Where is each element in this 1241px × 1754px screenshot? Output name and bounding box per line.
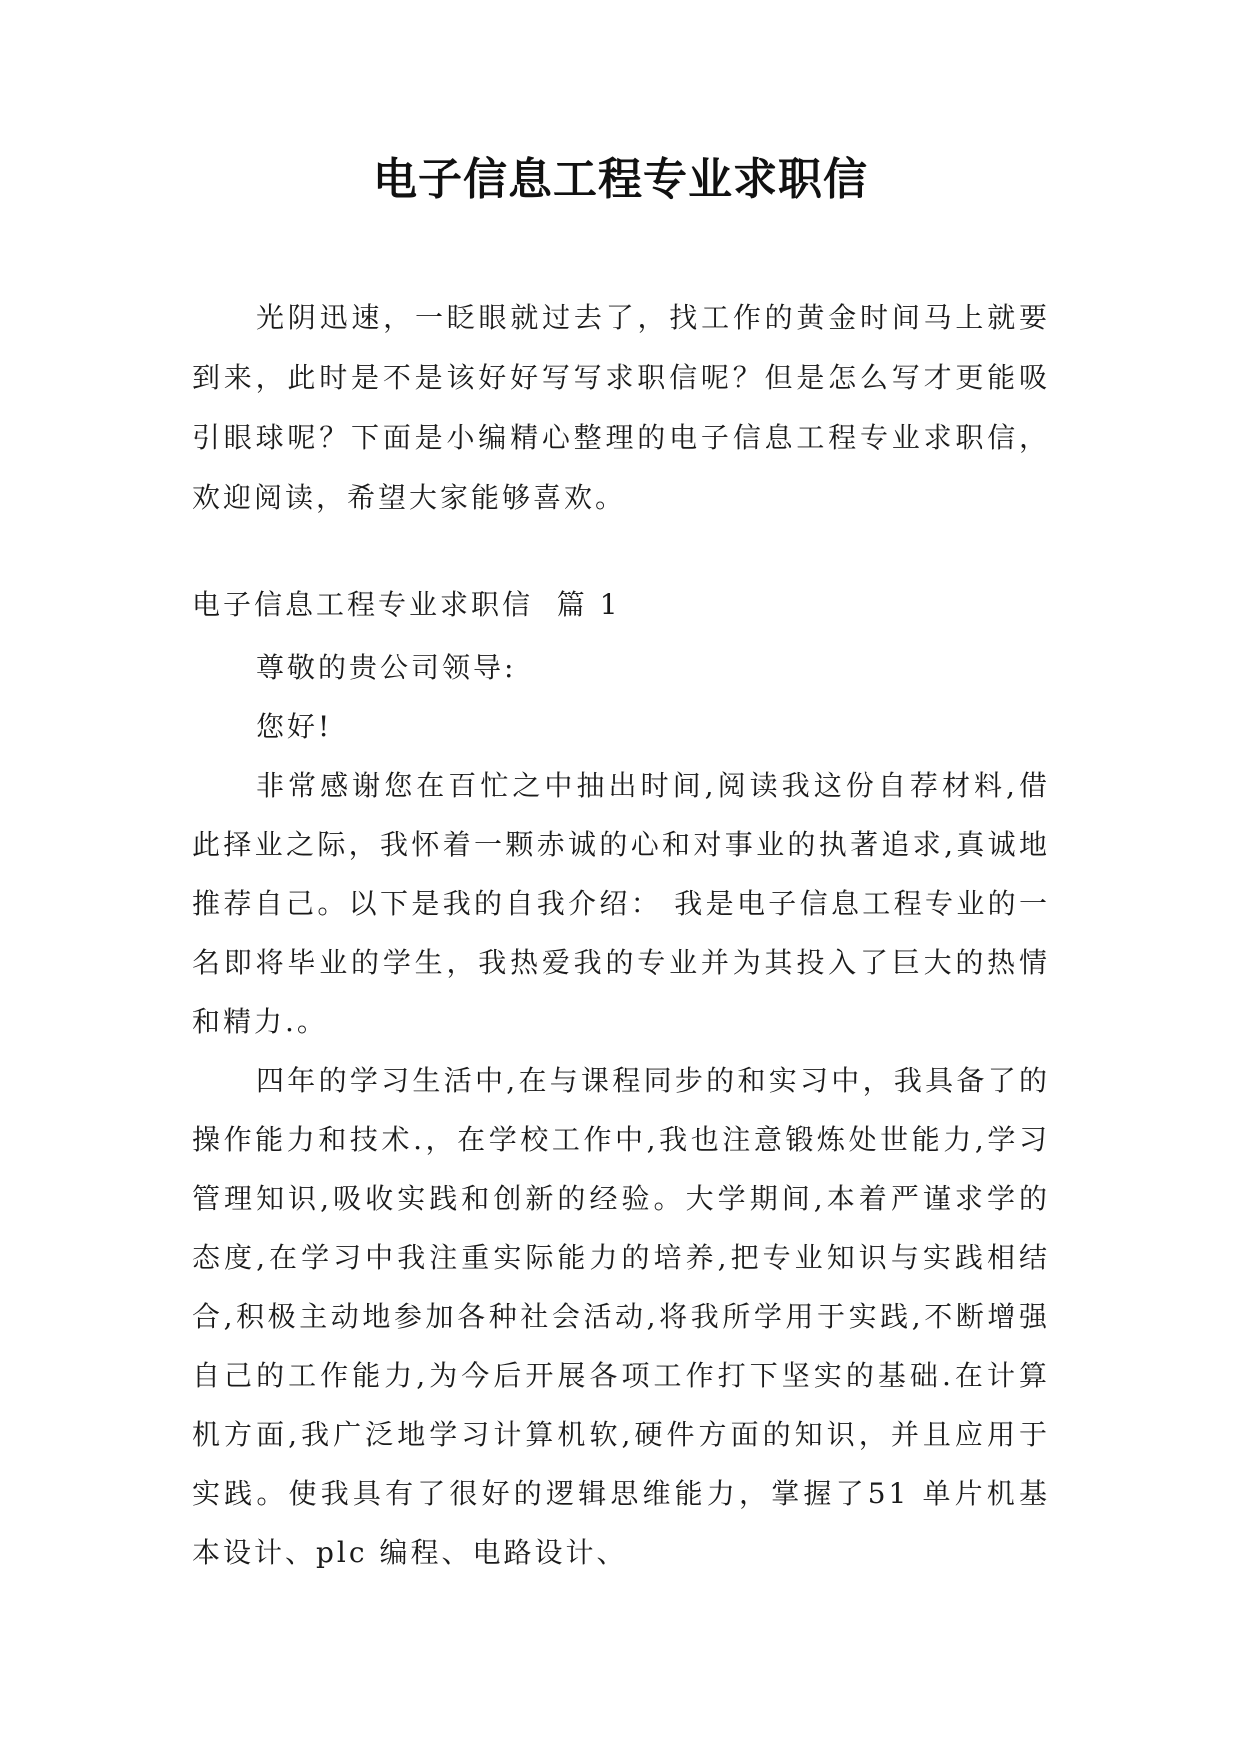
letter-paragraph-1: 非常感谢您在百忙之中抽出时间,阅读我这份自荐材料,借此择业之际，我怀着一颗赤诚的心和对事业的执著追求,真诚地推荐自己。以下是我的自我介绍： 我是电子信息工程专业的一名即将毕业的学生，我热爱我的专业并为其投入了巨大的热情和精力.。 <box>192 769 1050 1038</box>
letter-greeting: 您好! <box>256 710 333 743</box>
document-title: 电子信息工程专业求职信 <box>373 154 868 205</box>
letter-body <box>192 638 1050 1582</box>
letter-salutation: 尊敬的贵公司领导: <box>256 651 517 684</box>
letter-paragraph-2: 四年的学习生活中,在与课程同步的和实习中，我具备了的操作能力和技术.，在学校工作中,我也注意锻炼处世能力,学习管理知识,吸收实践和创新的经验。大学期间,本着严谨求学的态度,在学习中我注重实际能力的培养,把专业知识与实践相结合,积极主动地参加各种社会活动,将我所学用于实践,不断增强自己的工作能力,为今后开展各项工作打下坚实的基础.在计算机方面,我广泛地学习计算机软,硬件方面的知识，并且应用于实践。使我具有了很好的逻辑思维能力，掌握了51 单片机基本设计、plc 编程、电路设计、 <box>192 1064 1050 1569</box>
section-heading: 电子信息工程专业求职信 篇 1 <box>192 588 621 621</box>
intro-paragraph: 光阴迅速，一眨眼就过去了，找工作的黄金时间马上就要到来，此时是不是该好好写写求职信呢？但是怎么写才更能吸引眼球呢？下面是小编精心整理的电子信息工程专业求职信，欢迎阅读，希望大家能够喜欢。 <box>192 301 1050 514</box>
